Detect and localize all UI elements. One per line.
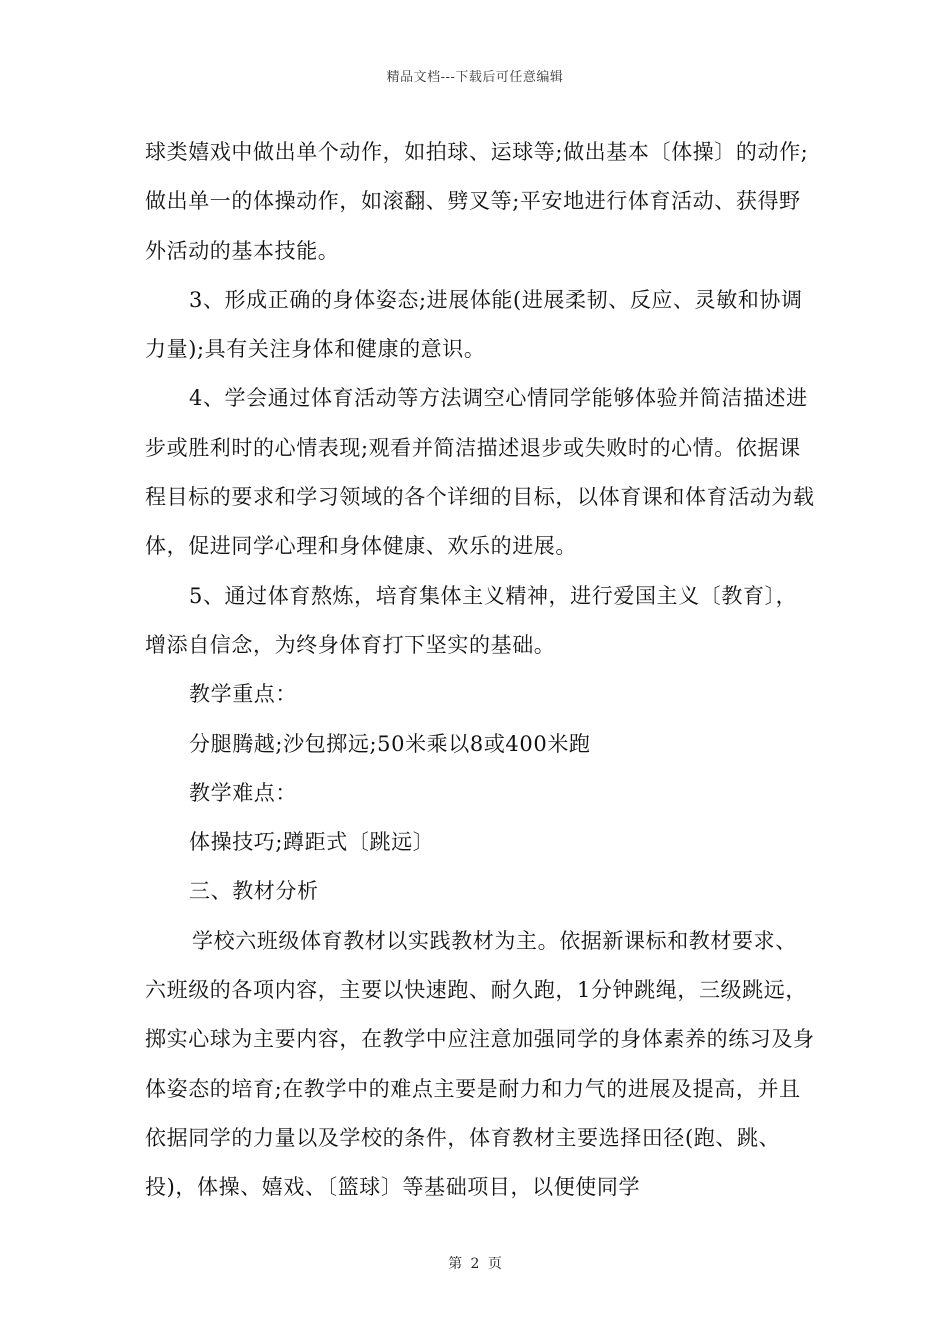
paragraph-3: 4、学会通过体育活动等方法调空心情同学能够体验并简洁描述进步或胜利时的心情表现;观看并简洁描述退步或失败时的心情。依据课程目标的要求和学习领域的各个详细的目标，以体育课和体育活动为载体，促进同学心理和身体健康、欢乐的进展。: [145, 386, 815, 559]
key-points-content: 分腿腾越;沙包掷远;50米乘以8或400米跑: [189, 731, 591, 756]
paragraph-4: 5、通过体育熬炼，培育集体主义精神，进行爱国主义〔教育〕，增添自信念，为终身体育打下坚实的基础。: [145, 583, 798, 657]
page-suffix: 页: [487, 1256, 502, 1272]
page-header: 精品文档---下载后可任意编辑: [386, 70, 564, 85]
difficulties-heading: 教学难点：: [189, 780, 297, 805]
paragraph-1: 球类嬉戏中做出单个动作，如拍球、运球等;做出基本〔体操〕的动作;做出单一的体操动作，如滚翻、劈叉等;平安地进行体育活动、获得野外活动的基本技能。: [145, 140, 809, 263]
page-prefix: 第: [448, 1256, 463, 1272]
key-points-heading: 教学重点：: [189, 682, 297, 707]
difficulties-content: 体操技巧;蹲距式〔跳远〕: [189, 830, 435, 855]
paragraph-textbook-analysis: 学校六班级体育教材以实践教材为主。依据新课标和教材要求、六班级的各项内容，主要以快速跑、耐久跑，1分钟跳绳，三级跳远，掷实心球为主要内容，在教学中应注意加强同学的身体素养的练习及身体姿态的培育;在教学中的难点主要是耐力和力气的进展及提高，并且依据同学的力量以及学校的条件，体育教材主要选择田径(跑、跳、投)，体操、嬉戏、〔篮球〕等基础项目，以便使同学: [145, 928, 815, 1200]
section-heading-textbook-analysis: 三、教材分析: [189, 879, 319, 904]
page-number: 2: [470, 1256, 480, 1272]
paragraph-2: 3、形成正确的身体姿态;进展体能(进展柔韧、反应、灵敏和协调力量);具有关注身体和健康的意识。: [145, 287, 803, 362]
document-body: [145, 128, 815, 1213]
page-footer: [0, 1253, 950, 1273]
